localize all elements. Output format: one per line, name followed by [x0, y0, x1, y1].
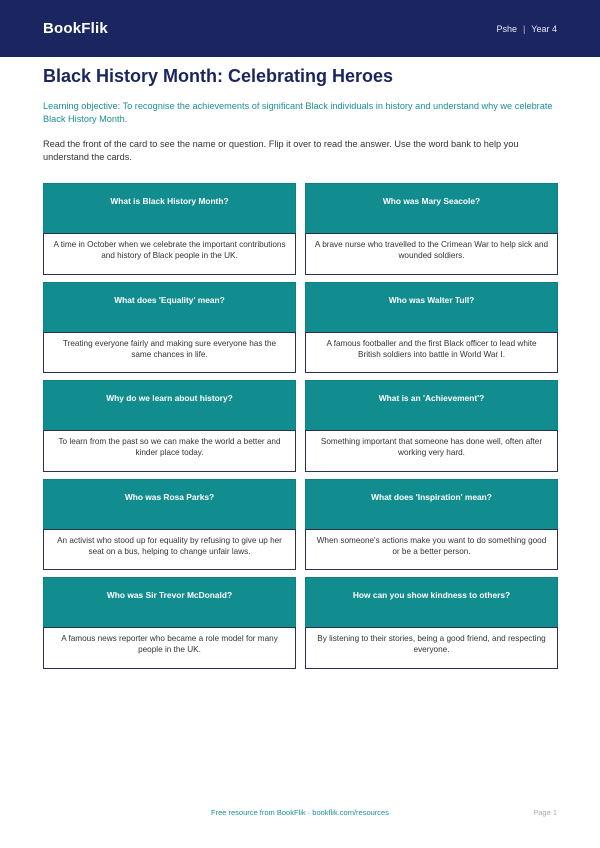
card-front-question: Who was Mary Seacole?: [305, 183, 558, 233]
flashcard[interactable]: [305, 479, 558, 571]
flashcard[interactable]: [43, 577, 296, 669]
card-back-answer: Treating everyone fairly and making sure everyone has the same chances in life.: [43, 332, 296, 374]
card-front-question: What does 'Equality' mean?: [43, 282, 296, 332]
card-back-answer: By listening to their stories, being a good friend, and respecting everyone.: [305, 627, 558, 669]
card-back-answer: A brave nurse who travelled to the Crimean War to help sick and wounded soldiers.: [305, 233, 558, 275]
card-back-answer: A famous footballer and the first Black officer to lead white British soldiers into battle in World War I.: [305, 332, 558, 374]
meta-separator: |: [522, 23, 526, 34]
card-back-answer: Something important that someone has done well, often after working very hard.: [305, 430, 558, 472]
flashcard[interactable]: [43, 282, 296, 374]
instructions-text: Read the front of the card to see the name or question. Flip it over to read the answer. Use the word bank to help you understand the cards.: [43, 139, 519, 162]
flashcard[interactable]: [43, 380, 296, 472]
flashcard[interactable]: [305, 183, 558, 275]
card-front-question: What is Black History Month?: [43, 183, 296, 233]
flashcard[interactable]: [305, 282, 558, 374]
subject-label: Pshe: [496, 23, 517, 34]
page-title: Black History Month: Celebrating Heroes: [43, 66, 394, 86]
flashcard[interactable]: [305, 577, 558, 669]
card-front-question: What does 'Inspiration' mean?: [305, 479, 558, 529]
card-back-answer: When someone's actions make you want to do something good or be a better person.: [305, 529, 558, 571]
card-front-question: How can you show kindness to others?: [305, 577, 558, 627]
card-front-question: Who was Sir Trevor McDonald?: [43, 577, 296, 627]
header-meta: [496, 24, 557, 34]
brand-logo-text: BookFlik: [43, 20, 108, 37]
card-back-answer: To learn from the past so we can make the world a better and kinder place today.: [43, 430, 296, 472]
flashcard-grid: [43, 183, 558, 669]
card-back-answer: A time in October when we celebrate the important contributions and history of Black people in the UK.: [43, 233, 296, 275]
flashcard[interactable]: [43, 479, 296, 571]
flashcard[interactable]: [305, 380, 558, 472]
learning-objective: Learning objective: To recognise the achievements of significant Black individuals in history and understand why we celebrate Black History Month.: [43, 101, 553, 124]
page-number: Page 1: [533, 808, 557, 817]
footer-resource-link[interactable]: Free resource from BookFlik · bookflik.com/resources: [211, 808, 389, 817]
card-back-answer: An activist who stood up for equality by refusing to give up her seat on a bus, helping to change unfair laws.: [43, 529, 296, 571]
top-header-bar: [0, 0, 600, 57]
card-front-question: Who was Rosa Parks?: [43, 479, 296, 529]
card-front-question: What is an 'Achievement'?: [305, 380, 558, 430]
flashcard[interactable]: [43, 183, 296, 275]
card-front-question: Why do we learn about history?: [43, 380, 296, 430]
year-label: Year 4: [531, 23, 557, 34]
card-back-answer: A famous news reporter who became a role model for many people in the UK.: [43, 627, 296, 669]
card-front-question: Who was Walter Tull?: [305, 282, 558, 332]
